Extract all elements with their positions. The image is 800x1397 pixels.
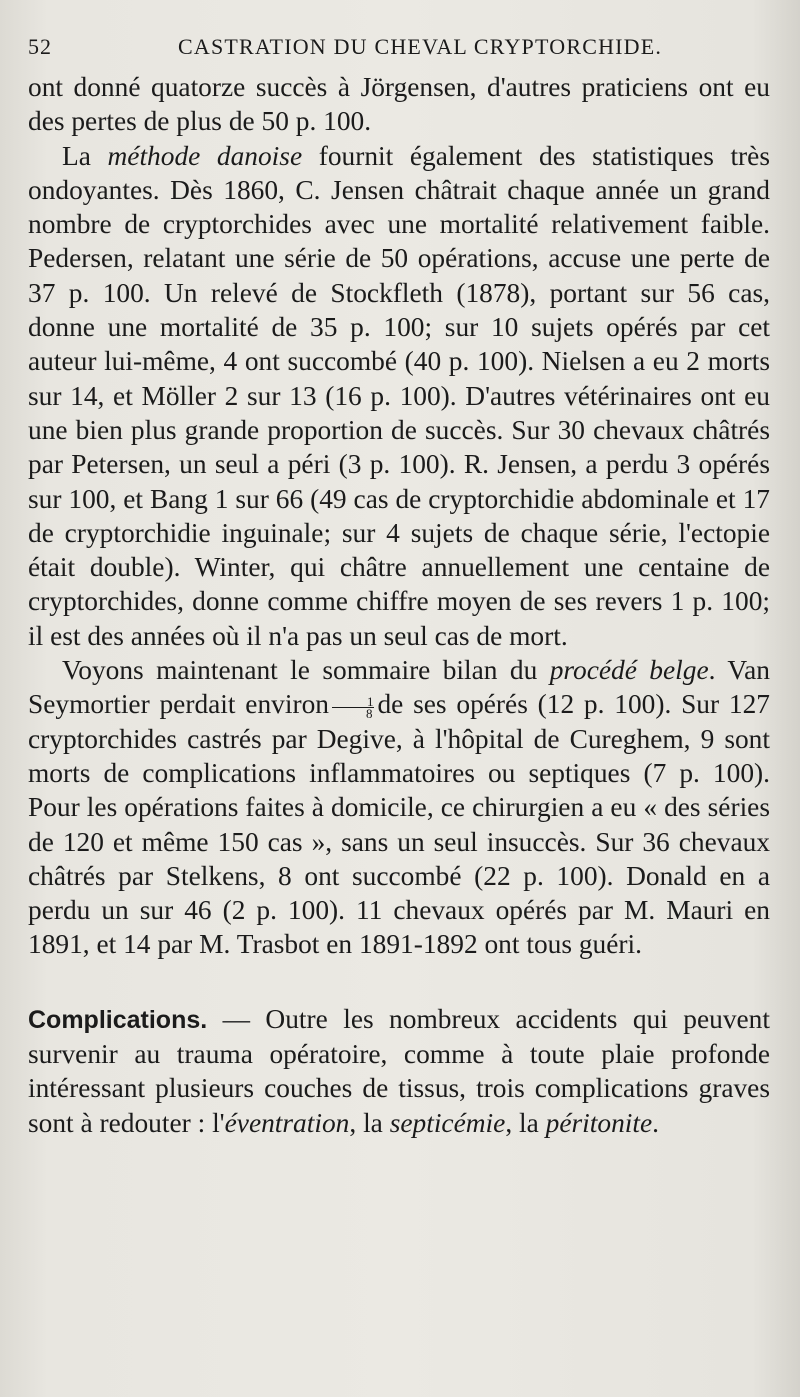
paragraph-4-text: — Outre les nombreux accidents qui peuvent survenir au trauma opératoire, comme à toute plaie profonde intéressant plusieurs couches de tissus, trois complications graves sont à redouter : l' bbox=[28, 1003, 770, 1138]
paragraph-3 bbox=[28, 653, 770, 962]
paragraph-2-text: fournit également des statistiques très ondoyantes. Dès 1860, C. Jensen châtrait chaque année un grand nombre de cryptorchides avec une mortalité relativement faible. Pedersen, relatant une série de 50 opérations, accuse une perte de 37 p. 100. Un relevé de Stockfleth (1878), portant sur 56 cas, donne une mortalité de 35 p. 100; sur 10 sujets opérés par cet auteur lui-même, 4 ont succombé (40 p. 100). Nielsen a eu 2 morts sur 14, et Möller 2 sur 13 (16 p. 100). D'autres vétérinaires ont eu une bien plus grande proportion de succès. Sur 30 chevaux châtrés par Petersen, un seul a péri (3 p. 100). R. Jensen, a perdu 3 opérés sur 100, et Bang 1 sur 66 (49 cas de cryptorchidie abdominale et 17 de cryptorchidie inguinale; sur 4 sujets de chaque série, l'ectopie était double). Winter, qui châtre annuellement une centaine de cryptorchides, donne comme chiffre moyen de ses revers 1 p. 100; il est des années où il n'a pas un seul cas de mort. bbox=[28, 140, 770, 651]
emphasis-septicemie: septicémie bbox=[389, 1107, 506, 1138]
section-gap bbox=[28, 962, 770, 1002]
paragraph-4-end: . bbox=[652, 1107, 659, 1138]
paragraph-2 bbox=[28, 139, 770, 653]
emphasis-peritonite: péritonite bbox=[545, 1107, 653, 1138]
fraction bbox=[332, 693, 375, 721]
paragraph-3-lead: Voyons maintenant le sommaire bilan du bbox=[62, 655, 538, 686]
paragraph-3-emphasis: procédé belge bbox=[549, 655, 709, 686]
paragraph-2-emphasis: méthode danoise bbox=[107, 140, 303, 171]
paragraph-3-period: . bbox=[708, 655, 716, 686]
section-heading: Complications. bbox=[28, 1005, 208, 1034]
running-title: CASTRATION DU CHEVAL CRYPTORCHIDE. bbox=[178, 34, 663, 59]
emphasis-eventration: éventration bbox=[224, 1107, 350, 1138]
paragraph-3-line2: Van Seymortier perdait environ bbox=[28, 655, 770, 720]
page-header bbox=[28, 30, 770, 70]
paragraph-3-text: de ses opérés (12 p. 100). Sur 127 cryptorchides castrés par Degive, à l'hôpital de Cureghem, 9 sont morts de complications inflammatoires ou septiques (7 p. 100). Pour les opérations faites à domicile, ce chirurgien a eu « des séries de 120 et même 150 cas », sans un seul insuccès. Sur 36 chevaux châtrés par Stelkens, 8 ont succombé (22 p. 100). Donald en a perdu un sur 46 (2 p. 100). 11 chevaux opérés par M. Mauri en 1891, et 14 par M. Trasbot en 1891-1892 ont tous guéri. bbox=[28, 689, 770, 960]
text-body bbox=[28, 70, 770, 1140]
separator-2: , la bbox=[505, 1107, 539, 1138]
paragraph-2-lead: La bbox=[62, 140, 91, 171]
fraction-denominator: 8 bbox=[365, 705, 373, 721]
paragraph-1-text: ont donné quatorze succès à Jörgensen, d'autres praticiens ont eu des pertes de plus de 50 p. 100. bbox=[28, 72, 770, 137]
paragraph-4 bbox=[28, 1002, 770, 1140]
paragraph-1 bbox=[28, 70, 770, 139]
fraction-numerator: 1 bbox=[332, 696, 375, 708]
separator-1: , la bbox=[349, 1107, 383, 1138]
page-number: 52 bbox=[28, 34, 52, 59]
